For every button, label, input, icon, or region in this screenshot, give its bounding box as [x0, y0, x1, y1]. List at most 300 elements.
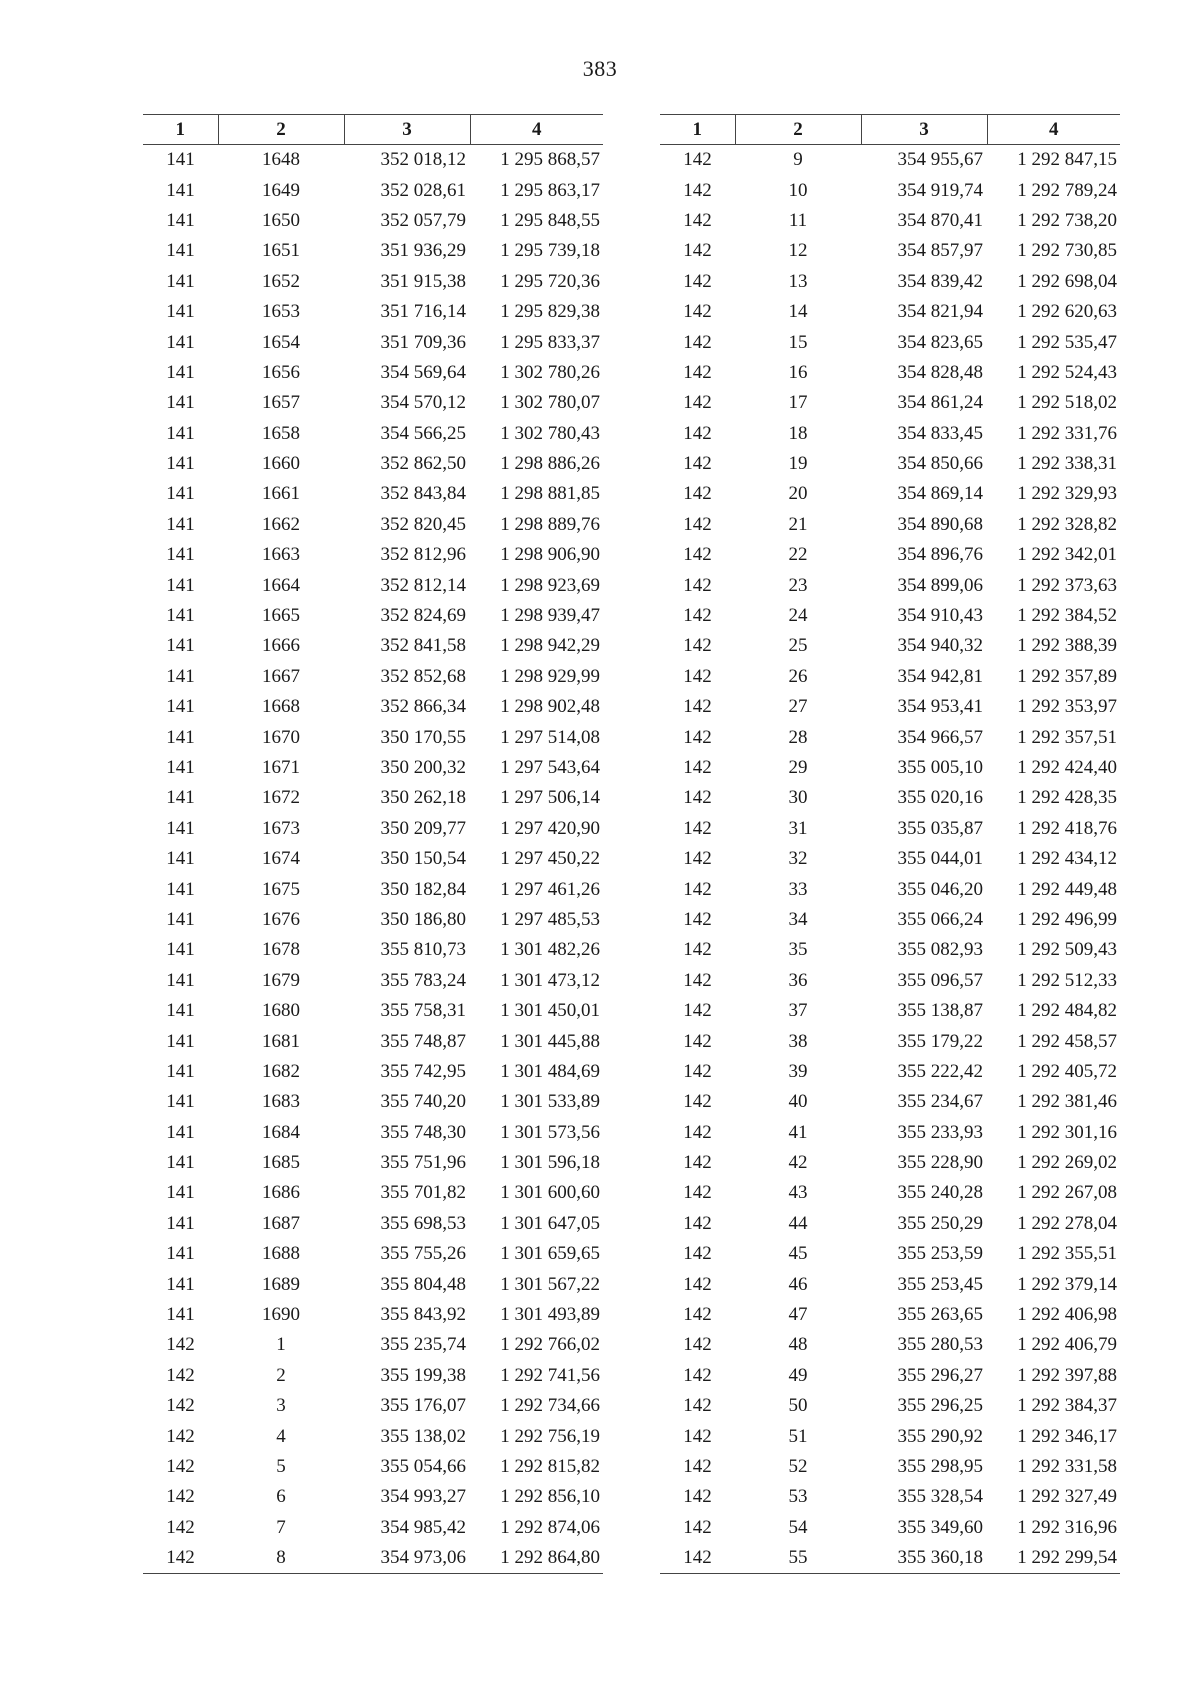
table-row — [660, 1482, 1120, 1512]
table-row — [660, 1239, 1120, 1269]
table-row — [660, 753, 1120, 783]
page-number: 383 — [582, 56, 618, 81]
table-cell: 1680 — [262, 1000, 300, 1022]
table-cell: 19 — [788, 453, 808, 475]
column-header: 4 — [470, 115, 603, 145]
table-cell: 141 — [166, 209, 195, 231]
table-cell: 351 915,38 — [380, 270, 466, 292]
table-cell: 142 — [683, 1212, 712, 1234]
table-cell: 1 292 741,56 — [500, 1364, 600, 1386]
table-cell: 1 292 815,82 — [500, 1455, 600, 1477]
table-cell: 355 748,87 — [380, 1030, 466, 1052]
table-cell: 350 200,32 — [380, 757, 466, 778]
table-row — [143, 844, 603, 874]
table-row — [143, 1148, 603, 1178]
table-cell: 355 082,93 — [897, 939, 983, 961]
table-cell: 355 176,07 — [380, 1395, 466, 1417]
table-cell: 355 810,73 — [380, 939, 466, 961]
table-cell: 142 — [683, 878, 712, 900]
table-cell: 11 — [788, 209, 808, 231]
table-cell: 1673 — [262, 817, 300, 839]
table-cell: 43 — [788, 1182, 808, 1204]
table-cell: 355 233,93 — [897, 1121, 983, 1143]
table-cell: 355 698,53 — [380, 1212, 466, 1234]
table-cell: 1 292 384,37 — [1017, 1395, 1117, 1417]
table-cell: 10 — [788, 179, 808, 201]
table-cell: 142 — [683, 1121, 712, 1143]
table-cell: 141 — [166, 301, 195, 323]
table-row — [143, 540, 603, 570]
table-cell: 1663 — [262, 544, 300, 566]
table-cell: 1667 — [262, 665, 300, 687]
table-row — [660, 175, 1120, 205]
table-row — [143, 1239, 603, 1269]
table-cell: 141 — [166, 1000, 195, 1022]
table-cell: 142 — [683, 1486, 712, 1508]
table-cell: 1 292 509,43 — [1017, 939, 1117, 961]
table-cell: 351 716,14 — [380, 301, 466, 323]
table-cell: 355 020,16 — [897, 787, 983, 809]
table-cell: 1 292 434,12 — [1017, 848, 1117, 870]
table-row — [143, 1330, 603, 1360]
table-row — [660, 1269, 1120, 1299]
table-row — [143, 327, 603, 357]
table-cell: 354 940,32 — [897, 635, 983, 657]
table-cell: 141 — [166, 544, 195, 566]
table-cell: 1 298 929,99 — [500, 665, 600, 687]
table-cell: 355 234,67 — [897, 1091, 983, 1113]
table-cell: 141 — [166, 1273, 195, 1295]
table-cell: 2 — [276, 1364, 286, 1386]
table-cell: 16 — [788, 361, 808, 383]
table-cell: 141 — [166, 817, 195, 839]
table-cell: 141 — [166, 969, 195, 991]
table-row — [660, 358, 1120, 388]
table-cell: 141 — [166, 240, 195, 262]
table-row — [660, 297, 1120, 327]
table-cell: 350 209,77 — [380, 817, 466, 839]
table-cell: 1 292 766,02 — [500, 1334, 600, 1356]
table-cell: 354 869,14 — [897, 483, 983, 505]
table-cell: 32 — [788, 848, 808, 870]
table-row — [660, 1421, 1120, 1451]
table-cell: 141 — [166, 878, 195, 900]
table-cell: 1 301 567,22 — [500, 1273, 600, 1295]
table-row — [660, 1452, 1120, 1482]
table-cell: 354 870,41 — [897, 209, 983, 231]
table-cell: 1 301 659,65 — [500, 1243, 600, 1265]
table-cell: 1 292 299,54 — [987, 1543, 1120, 1574]
table-cell: 142 — [683, 1152, 712, 1174]
table-cell: 142 — [683, 848, 712, 870]
table-cell: 1 301 647,05 — [500, 1212, 600, 1234]
table-cell: 1 292 267,08 — [1017, 1182, 1117, 1204]
table-cell: 1 301 450,01 — [500, 1000, 600, 1022]
table-cell: 1 292 847,15 — [1017, 149, 1117, 171]
table-row — [660, 1178, 1120, 1208]
table-cell: 1678 — [262, 939, 300, 961]
table-cell: 1 301 596,18 — [500, 1152, 600, 1174]
table-header-row — [143, 115, 603, 145]
table-row — [143, 358, 603, 388]
table-cell: 55 — [735, 1543, 861, 1574]
column-header: 2 — [218, 115, 344, 145]
table-cell: 142 — [683, 422, 712, 444]
table-row — [143, 1178, 603, 1208]
table-cell: 354 890,68 — [897, 513, 983, 535]
table-cell: 30 — [788, 787, 808, 809]
table-cell: 142 — [166, 1425, 195, 1447]
table-cell: 1 292 428,35 — [1017, 787, 1117, 809]
table-cell: 1 298 902,48 — [500, 696, 600, 718]
table-body-right — [660, 145, 1120, 1574]
table-cell: 355 280,53 — [897, 1334, 983, 1356]
table-cell: 1664 — [262, 574, 300, 596]
table-cell: 142 — [166, 1486, 195, 1508]
table-row — [660, 449, 1120, 479]
table-cell: 1689 — [262, 1273, 300, 1295]
table-cell: 1 302 780,07 — [500, 392, 600, 414]
table-cell: 141 — [166, 726, 195, 748]
table-body-left — [143, 145, 603, 1574]
table-cell: 1 292 535,47 — [1017, 331, 1117, 353]
table-cell: 40 — [788, 1091, 808, 1113]
table-cell: 355 044,01 — [897, 848, 983, 870]
table-cell: 141 — [166, 1091, 195, 1113]
table-cell: 142 — [683, 696, 712, 718]
table-cell: 1 295 739,18 — [500, 240, 600, 262]
table-cell: 355 755,26 — [380, 1243, 466, 1265]
table-cell: 1 298 923,69 — [500, 574, 600, 596]
table-cell: 142 — [683, 1030, 712, 1052]
table-cell: 350 186,80 — [380, 908, 466, 930]
table-cell: 1662 — [262, 513, 300, 535]
table-cell: 355 228,90 — [897, 1152, 983, 1174]
table-cell: 352 028,61 — [380, 179, 466, 201]
table-cell: 355 066,24 — [897, 908, 983, 930]
table-cell: 1 301 573,56 — [500, 1121, 600, 1143]
table-cell: 142 — [683, 301, 712, 323]
table-cell: 354 861,24 — [897, 392, 983, 414]
table-row — [660, 1361, 1120, 1391]
table-cell: 355 296,25 — [897, 1395, 983, 1417]
table-row — [660, 631, 1120, 661]
table-row — [143, 1513, 603, 1543]
table-cell: 1668 — [262, 696, 300, 718]
table-cell: 142 — [166, 1516, 195, 1538]
table-row — [660, 1118, 1120, 1148]
table-row — [660, 419, 1120, 449]
table-cell: 36 — [788, 969, 808, 991]
table-cell: 39 — [788, 1060, 808, 1082]
table-cell: 355 349,60 — [897, 1516, 983, 1538]
table-cell: 141 — [166, 270, 195, 292]
table-cell: 1652 — [262, 270, 300, 292]
table-cell: 1 — [276, 1334, 286, 1356]
table-row — [660, 479, 1120, 509]
table-cell: 1 292 342,01 — [1017, 544, 1117, 566]
table-cell: 142 — [683, 1364, 712, 1386]
table-cell: 142 — [683, 483, 712, 505]
table-cell: 1 298 881,85 — [500, 483, 600, 505]
table-row — [660, 966, 1120, 996]
table-cell: 355 046,20 — [897, 878, 983, 900]
table-cell: 28 — [788, 726, 808, 748]
table-row — [143, 783, 603, 813]
table-cell: 27 — [788, 696, 808, 718]
table-cell: 1 292 397,88 — [1017, 1364, 1117, 1386]
table-cell: 355 751,96 — [380, 1152, 466, 1174]
table-cell: 141 — [166, 331, 195, 353]
table-cell: 46 — [788, 1273, 808, 1295]
table-cell: 355 096,57 — [897, 969, 983, 991]
table-cell: 141 — [166, 574, 195, 596]
table-cell: 5 — [276, 1455, 286, 1477]
table-cell: 141 — [166, 392, 195, 414]
table-cell: 142 — [166, 1455, 195, 1477]
table-cell: 12 — [788, 240, 808, 262]
table-cell: 355 804,48 — [380, 1273, 466, 1295]
table-cell: 354 993,27 — [380, 1486, 466, 1508]
table-row — [660, 327, 1120, 357]
table-row — [143, 510, 603, 540]
table-row — [660, 814, 1120, 844]
table-cell: 355 740,20 — [380, 1091, 466, 1113]
table-cell: 142 — [166, 1364, 195, 1386]
table-cell: 354 570,12 — [380, 392, 466, 414]
table-cell: 49 — [788, 1364, 808, 1386]
table-cell: 52 — [788, 1455, 808, 1477]
table-cell: 142 — [683, 361, 712, 383]
coordinates-table-left — [143, 114, 603, 1574]
table-cell: 141 — [166, 605, 195, 627]
table-cell: 142 — [683, 757, 712, 778]
table-cell: 1 301 473,12 — [500, 969, 600, 991]
table-cell: 1 292 373,63 — [1017, 574, 1117, 596]
table-cell: 1 301 493,89 — [500, 1304, 600, 1326]
table-cell: 354 953,41 — [897, 696, 983, 718]
table-cell: 142 — [683, 1273, 712, 1295]
table-cell: 1 292 328,82 — [1017, 513, 1117, 535]
table-cell: 1 292 406,79 — [1017, 1334, 1117, 1356]
table-cell: 355 035,87 — [897, 817, 983, 839]
table-cell: 354 919,74 — [897, 179, 983, 201]
table-cell: 355 138,87 — [897, 1000, 983, 1022]
table-cell: 142 — [683, 1060, 712, 1082]
table-cell: 1683 — [262, 1091, 300, 1113]
table-cell: 1 292 353,97 — [1017, 696, 1117, 718]
table-cell: 1653 — [262, 301, 300, 323]
table-cell: 48 — [788, 1334, 808, 1356]
table-cell: 354 569,64 — [380, 361, 466, 383]
table-row — [143, 419, 603, 449]
table-row — [143, 814, 603, 844]
table-cell: 354 942,81 — [897, 665, 983, 687]
table-cell: 354 566,25 — [380, 422, 466, 444]
table-cell: 1672 — [262, 787, 300, 809]
table-cell: 354 973,06 — [344, 1543, 470, 1574]
table-cell: 1658 — [262, 422, 300, 444]
table-cell: 352 018,12 — [380, 149, 466, 171]
table-cell: 1 297 543,64 — [500, 757, 600, 778]
table-cell: 355 250,29 — [897, 1212, 983, 1234]
table-cell: 141 — [166, 422, 195, 444]
table-row — [660, 722, 1120, 752]
table-row — [143, 297, 603, 327]
table-cell: 355 843,92 — [380, 1304, 466, 1326]
table-cell: 53 — [788, 1486, 808, 1508]
table-cell: 354 821,94 — [897, 301, 983, 323]
table-row — [660, 388, 1120, 418]
table-row — [660, 692, 1120, 722]
table-cell: 20 — [788, 483, 808, 505]
table-cell: 1 292 278,04 — [1017, 1212, 1117, 1234]
table-cell: 31 — [788, 817, 808, 839]
table-cell: 141 — [166, 453, 195, 475]
table-cell: 142 — [683, 270, 712, 292]
table-cell: 142 — [683, 1516, 712, 1538]
table-cell: 1 292 620,63 — [1017, 301, 1117, 323]
table-cell: 1 292 388,39 — [1017, 635, 1117, 657]
table-row — [660, 510, 1120, 540]
table-cell: 352 866,34 — [380, 696, 466, 718]
table-cell: 355 005,10 — [897, 757, 983, 778]
table-row — [143, 236, 603, 266]
table-row — [143, 722, 603, 752]
table-cell: 1681 — [262, 1030, 300, 1052]
table-row — [143, 388, 603, 418]
table-cell: 25 — [788, 635, 808, 657]
table-cell: 1660 — [262, 453, 300, 475]
table-cell: 8 — [218, 1543, 344, 1574]
table-cell: 141 — [166, 757, 195, 778]
table-cell: 142 — [683, 908, 712, 930]
table-cell: 142 — [683, 1425, 712, 1447]
table-row — [143, 479, 603, 509]
table-cell: 352 862,50 — [380, 453, 466, 475]
table-header-row — [660, 115, 1120, 145]
table-cell: 1 292 331,76 — [1017, 422, 1117, 444]
table-row — [143, 206, 603, 236]
table-row — [143, 996, 603, 1026]
table-cell: 142 — [683, 1304, 712, 1326]
table-cell: 142 — [660, 1543, 735, 1574]
table-cell: 142 — [683, 331, 712, 353]
table-cell: 355 240,28 — [897, 1182, 983, 1204]
table-cell: 1684 — [262, 1121, 300, 1143]
table-cell: 1 297 420,90 — [500, 817, 600, 839]
table-cell: 355 296,27 — [897, 1364, 983, 1386]
table-row — [660, 1300, 1120, 1330]
table-row — [660, 783, 1120, 813]
table-cell: 352 812,96 — [380, 544, 466, 566]
table-cell: 1661 — [262, 483, 300, 505]
table-cell: 1 298 889,76 — [500, 513, 600, 535]
table-cell: 141 — [166, 1030, 195, 1052]
table-cell: 50 — [788, 1395, 808, 1417]
table-cell: 142 — [683, 209, 712, 231]
table-cell: 142 — [683, 149, 712, 171]
table-cell: 1 292 518,02 — [1017, 392, 1117, 414]
table-cell: 1 292 496,99 — [1017, 908, 1117, 930]
table-cell: 141 — [166, 908, 195, 930]
table-cell: 47 — [788, 1304, 808, 1326]
table-cell: 355 253,45 — [897, 1273, 983, 1295]
table-cell: 1 297 450,22 — [500, 848, 600, 870]
table-cell: 35 — [788, 939, 808, 961]
table-row — [143, 692, 603, 722]
table-cell: 141 — [166, 939, 195, 961]
table-cell: 142 — [683, 635, 712, 657]
table-cell: 141 — [166, 1060, 195, 1082]
table-cell: 1 292 734,66 — [500, 1395, 600, 1417]
table-cell: 1671 — [262, 757, 300, 778]
table-cell: 141 — [166, 1152, 195, 1174]
table-cell: 1 292 355,51 — [1017, 1243, 1117, 1265]
table-cell: 1 292 424,40 — [1017, 757, 1117, 778]
table-cell: 352 820,45 — [380, 513, 466, 535]
table-cell: 1656 — [262, 361, 300, 383]
table-cell: 355 222,42 — [897, 1060, 983, 1082]
table-cell: 1 297 506,14 — [500, 787, 600, 809]
table-cell: 142 — [683, 544, 712, 566]
table-cell: 142 — [166, 1395, 195, 1417]
table-cell: 1 292 338,31 — [1017, 453, 1117, 475]
table-row — [143, 1026, 603, 1056]
table-row — [660, 905, 1120, 935]
table-row — [143, 966, 603, 996]
table-row — [660, 1513, 1120, 1543]
table-cell: 355 253,59 — [897, 1243, 983, 1265]
table-cell: 14 — [788, 301, 808, 323]
table-cell: 1687 — [262, 1212, 300, 1234]
table-cell: 141 — [166, 179, 195, 201]
table-cell: 355 748,30 — [380, 1121, 466, 1143]
column-header: 1 — [660, 115, 735, 145]
table-cell: 142 — [166, 1334, 195, 1356]
table-cell: 355 701,82 — [380, 1182, 466, 1204]
table-cell: 1 295 833,37 — [500, 331, 600, 353]
table-cell: 142 — [683, 665, 712, 687]
table-cell: 1 301 533,89 — [500, 1091, 600, 1113]
table-cell: 37 — [788, 1000, 808, 1022]
table-cell: 355 263,65 — [897, 1304, 983, 1326]
table-cell: 29 — [788, 757, 808, 778]
table-row — [143, 1391, 603, 1421]
table-cell: 142 — [683, 1182, 712, 1204]
table-cell: 354 839,42 — [897, 270, 983, 292]
table-cell: 141 — [166, 513, 195, 535]
table-cell: 350 170,55 — [380, 726, 466, 748]
table-row — [143, 935, 603, 965]
table-cell: 1 292 789,24 — [1017, 179, 1117, 201]
column-header: 3 — [344, 115, 470, 145]
table-row — [143, 631, 603, 661]
table-cell: 45 — [788, 1243, 808, 1265]
table-cell: 355 783,24 — [380, 969, 466, 991]
coordinates-table-right — [660, 114, 1120, 1574]
table-cell: 18 — [788, 422, 808, 444]
table-cell: 3 — [276, 1395, 286, 1417]
table-cell: 355 298,95 — [897, 1455, 983, 1477]
table-cell: 141 — [166, 787, 195, 809]
table-cell: 141 — [166, 848, 195, 870]
table-cell: 1 297 461,26 — [500, 878, 600, 900]
table-cell: 1 295 863,17 — [500, 179, 600, 201]
table-cell: 1674 — [262, 848, 300, 870]
table-cell: 142 — [683, 1395, 712, 1417]
table-cell: 354 955,67 — [897, 149, 983, 171]
